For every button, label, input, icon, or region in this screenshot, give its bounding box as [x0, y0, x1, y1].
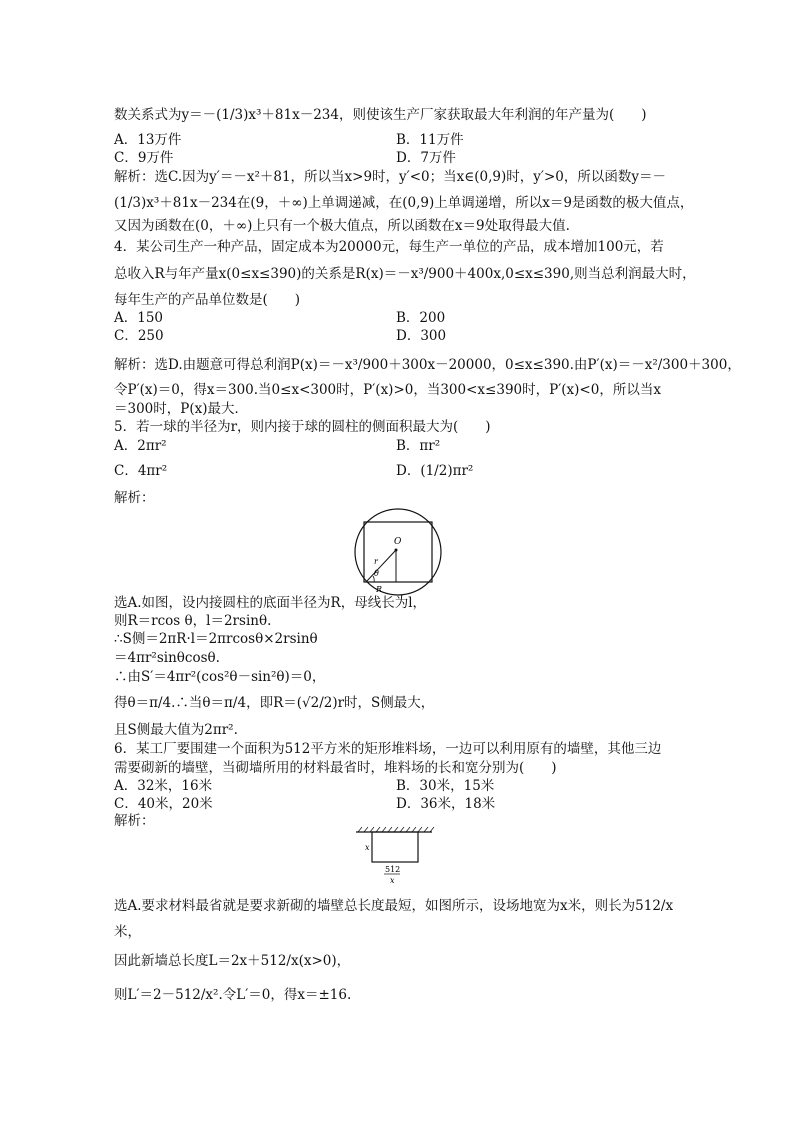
option-b: B．πr²	[396, 438, 441, 454]
text-line: 得θ＝π/4.∴当θ＝π/4，即R＝(√2/2)r时，S侧最大，	[114, 695, 435, 711]
text-line: 则R＝rcos θ，l＝2rsinθ.	[114, 613, 272, 629]
question-5: 5．若一球的半径为r，则内接于球的圆柱的侧面积最大为( )	[114, 419, 491, 435]
text-line: 总收入R与年产量x(0≤x≤390)的关系是R(x)＝－x³/900＋400x,0≤x≤390,则当总利润最大时，	[114, 266, 696, 282]
text-line: 且S侧最大值为2πr².	[114, 722, 238, 738]
analysis-label: 解析：	[114, 490, 155, 506]
text-line: 需要砌新的墙壁，当砌墙所用的材料最省时，堆料场的长和宽分别为( )	[114, 760, 557, 776]
text-line: ∴S侧＝2πR·l＝2πrcosθ×2rsinθ	[114, 631, 318, 647]
text-line: (1/3)x³＋81x－234在(9，＋∞)上单调递减，在(0,9)上单调递增，所以x＝9是函数的极大值点，	[114, 195, 694, 211]
label-x: x	[365, 843, 370, 852]
analysis-label: 解析：	[114, 813, 155, 829]
yard-rect	[372, 832, 418, 862]
text-line: 米，	[114, 924, 141, 940]
option-b: B．11万件	[396, 132, 464, 148]
text-line: 解析：选C.因为y′＝－x²＋81，所以当x>9时，y′<0；当x∈(0,9)时，y′>0，所以函数y＝－	[114, 169, 666, 185]
text-line: ＝4πr²sinθcosθ.	[114, 650, 220, 666]
label-big-r: R	[376, 585, 383, 594]
option-c: C．40米，20米	[114, 796, 213, 812]
text-line: 每年生产的产品单位数是( )	[114, 292, 301, 308]
text-line: 解析：选D.由题意可得总利润P(x)＝－x³/900＋300x－20000，0≤x≤390.由P′(x)＝－x²/300＋300，	[114, 357, 741, 373]
label-512: 512	[385, 865, 401, 874]
wall-rectangle-diagram	[352, 826, 436, 888]
text-line: ∴由S′＝4πr²(cos²θ－sin²θ)＝0，	[114, 669, 326, 685]
text-line: ＝300时，P(x)最大．	[114, 401, 248, 417]
text-line: 又因为函数在(0，＋∞)上只有一个极大值点，所以函数在x＝9处取得最大值.	[114, 218, 570, 234]
question-6: 6．某工厂要围建一个面积为512平方米的矩形堆料场，一边可以利用原有的墙壁，其他三边	[114, 741, 662, 757]
text-line: 选A.要求材料最省就是要求新砌的墙壁总长度最短，如图所示，设场地宽为x米，则长为512/x	[114, 898, 674, 914]
option-c: C．4πr²	[114, 463, 168, 479]
option-a: A．13万件	[114, 132, 182, 148]
option-c: C．250	[114, 328, 164, 344]
option-a: A．32米，16米	[114, 778, 213, 794]
option-c: C．9万件	[114, 150, 174, 166]
sphere-cylinder-diagram	[352, 506, 444, 598]
option-a: A．2πr²	[114, 438, 167, 454]
option-d: D．300	[396, 328, 447, 344]
option-d: D．7万件	[396, 150, 456, 166]
text-line: 则L′＝2－512/x².令L′＝0，得x＝±16.	[114, 987, 352, 1003]
question-4: 4．某公司生产一种产品，固定成本为20000元，每生产一单位的产品，成本增加100元，若	[114, 239, 664, 255]
option-a: A．150	[114, 310, 164, 326]
option-d: D．36米，18米	[396, 796, 496, 812]
option-b: B．200	[396, 310, 446, 326]
label-o: O	[394, 537, 402, 547]
wall-hatching	[358, 827, 434, 832]
center-point	[395, 549, 398, 552]
option-b: B．30米，15米	[396, 778, 495, 794]
label-theta: θ	[374, 569, 379, 578]
option-d: D．(1/2)πr²	[396, 463, 474, 479]
text-line: 因此新墙总长度L＝2x＋512/x(x>0)，	[114, 953, 351, 969]
label-r: r	[374, 557, 378, 566]
text-line: 选A.如图，设内接圆柱的底面半径为R，母线长为l，	[114, 595, 427, 611]
radius-line	[366, 550, 396, 582]
text-line: 令P′(x)＝0，得x＝300.当0≤x<300时，P′(x)>0，当300<x≤390时，P′(x)<0，所以当x	[114, 382, 661, 398]
text-line: 数关系式为y＝－(1/3)x³＋81x－234，则使该生产厂家获取最大年利润的年产量为( )	[114, 107, 647, 123]
label-x-den: x	[390, 876, 395, 885]
